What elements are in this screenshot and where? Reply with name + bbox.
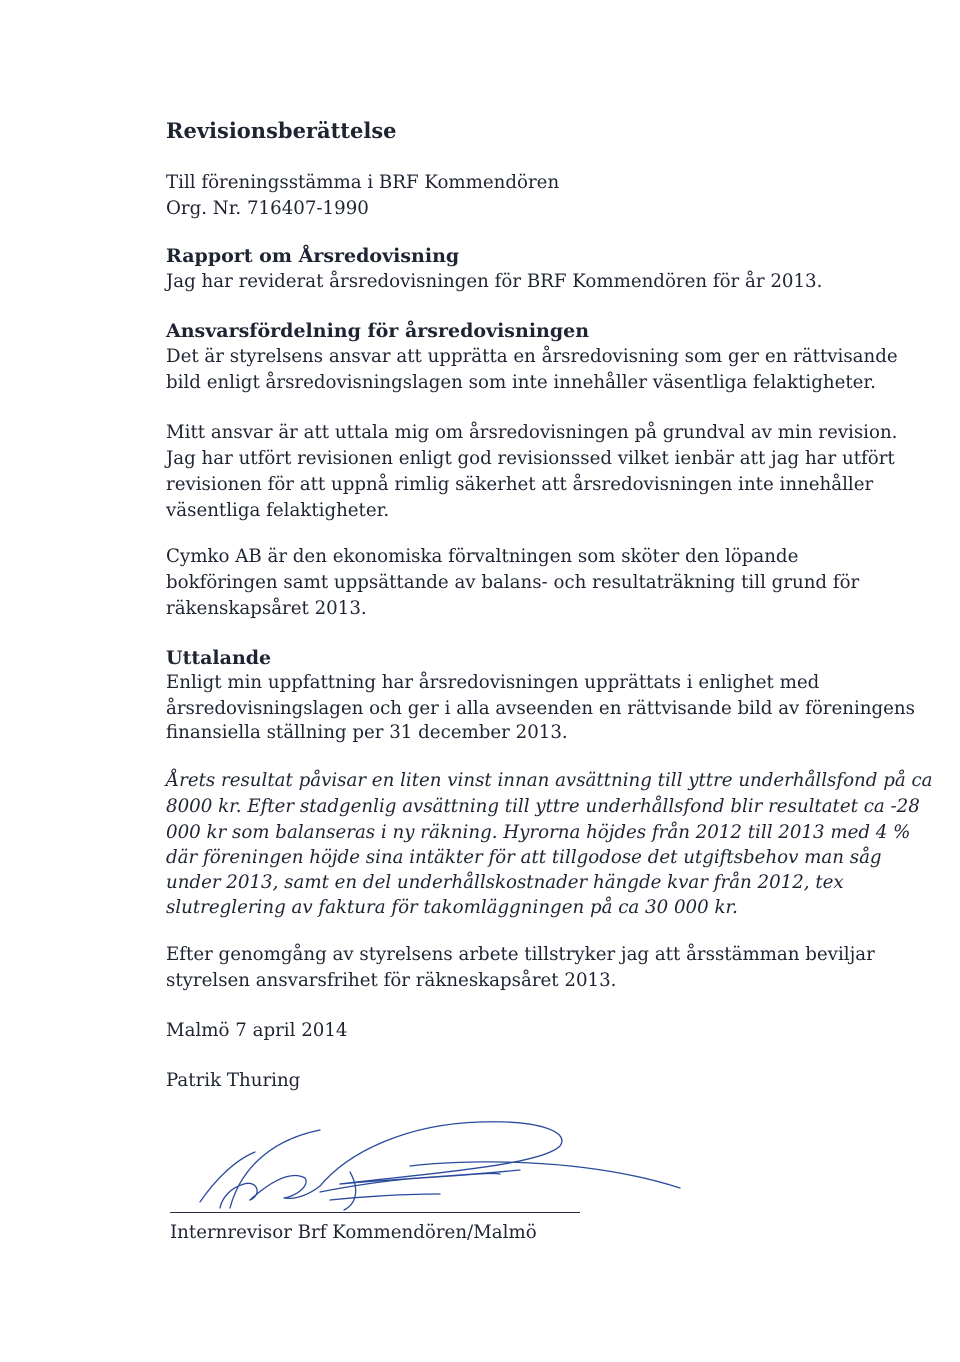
report-text: Jag har reviderat årsredovisningen för BRF Kommendören för år 2013. [166,271,823,292]
result-line: Årets resultat påvisar en liten vinst innan avsättning till yttre underhållsfond på ca [166,770,933,791]
recommendation-line: Efter genomgång av styrelsens arbete tillstryker jag att årsstämman beviljar [166,944,875,965]
result-line: slutreglering av faktura för takomläggningen på ca 30 000 kr. [166,897,738,918]
cymko-line: bokföringen samt uppsättande av balans- och resultaträkning till grund för [166,572,860,593]
statement-heading: Uttalande [166,647,272,669]
report-heading: Rapport om Årsredovisning [166,245,460,267]
signer-title: Internrevisor Brf Kommendören/Malmö [170,1222,537,1243]
statement-line: finansiella ställning per 31 december 2013. [166,722,568,743]
place-date: Malmö 7 april 2014 [166,1020,348,1041]
auditor-line: Mitt ansvar är att uttala mig om årsredovisningen på grundval av min revision. [166,422,898,443]
org-number: Org. Nr. 716407-1990 [166,198,369,219]
auditor-line: revisionen för att uppnå rimlig säkerhet att årsredovisningen inte innehåller [166,474,874,495]
cymko-line: räkenskapsåret 2013. [166,598,367,619]
result-line: 000 kr som balanseras i ny räkning. Hyrorna höjdes från 2012 till 2013 med 4 % [166,822,911,843]
auditor-line: väsentliga felaktigheter. [166,500,390,521]
result-line: 8000 kr. Efter stadgenlig avsättning till yttre underhållsfond blir resultatet ca -28 [166,796,920,817]
statement-line: årsredovisningslagen och ger i alla avseenden en rättvisande bild av föreningens [166,698,915,719]
responsibility-line: bild enligt årsredovisningslagen som inte innehåller väsentliga felaktigheter. [166,372,876,393]
responsibility-line: Det är styrelsens ansvar att upprätta en årsredovisning som ger en rättvisande [166,346,898,367]
recipient-line: Till föreningsstämma i BRF Kommendören [166,172,560,193]
responsibility-heading: Ansvarsfördelning för årsredovisningen [166,320,590,342]
recommendation-line: styrelsen ansvarsfrihet för räkneskapsåret 2013. [166,970,617,991]
result-line: under 2013, samt en del underhållskostnader hängde kvar från 2012, tex [166,872,844,893]
statement-line: Enligt min uppfattning har årsredovisningen upprättats i enlighet med [166,672,820,693]
result-line: där föreningen höjde sina intäkter för att tillgodose det utgiftsbehov man såg [166,847,882,868]
auditor-line: Jag har utfört revisionen enligt god revisionssed vilket ienbär att jag har utfört [166,448,895,469]
signature-line [170,1212,580,1213]
cymko-line: Cymko AB är den ekonomiska förvaltningen som sköter den löpande [166,546,799,567]
signer-name: Patrik Thuring [166,1070,301,1091]
signature-image [160,1100,700,1225]
document-title: Revisionsberättelse [166,118,397,143]
